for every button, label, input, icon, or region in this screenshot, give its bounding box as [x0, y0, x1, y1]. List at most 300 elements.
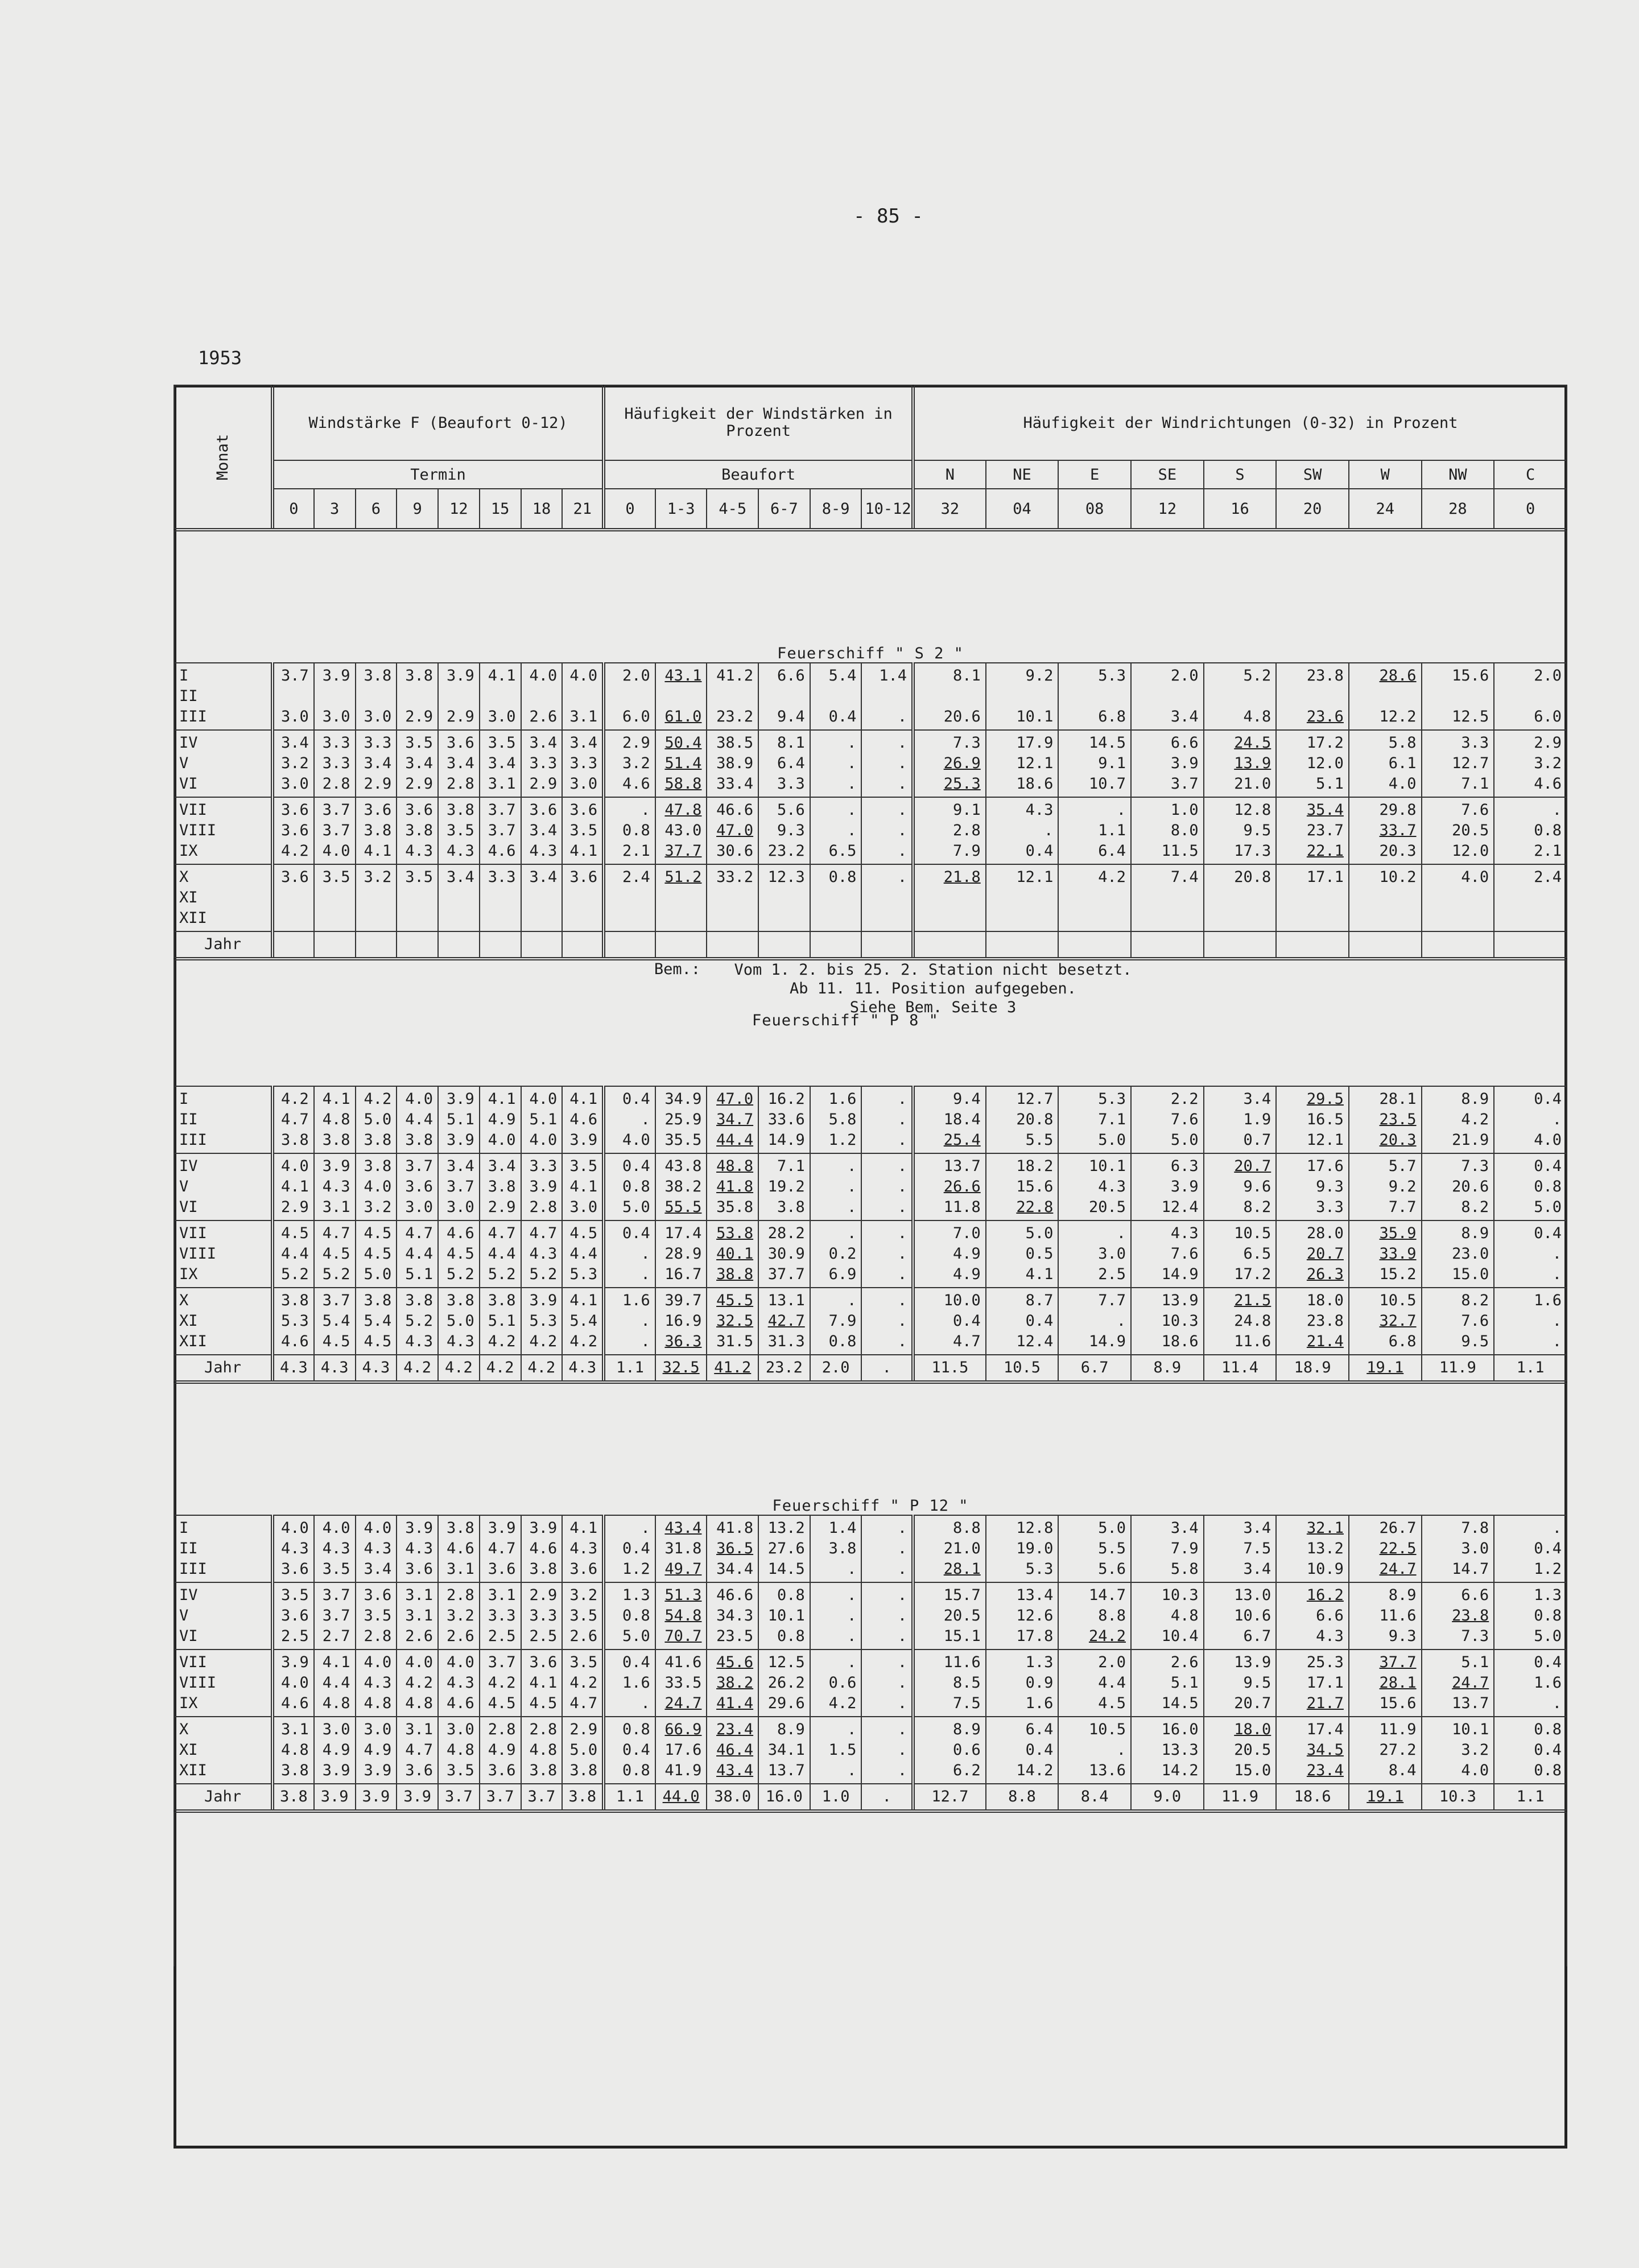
cell-value: 23.4 [716, 1721, 754, 1738]
cell-value: 4.3 [280, 1540, 309, 1557]
cell-value: 3.7 [1170, 775, 1199, 793]
cell-value: 4.4 [280, 1245, 309, 1263]
termin-col-18: 18 [521, 489, 563, 530]
cell-value: . [897, 1292, 907, 1309]
month-labels [174, 663, 273, 730]
cell-value: 4.4 [488, 1245, 516, 1263]
data-cell [707, 1086, 758, 1153]
cell-value: 3.5 [447, 1762, 474, 1779]
data-cell [758, 1515, 810, 1582]
data-cell [438, 1153, 480, 1220]
cell-value: . [897, 1245, 907, 1263]
cell-value: . [897, 868, 907, 886]
jahr-value [1494, 931, 1567, 959]
cell-value: 2.6 [447, 1627, 474, 1645]
cell-value: 70.7 [664, 1627, 702, 1645]
cell-value: 3.5 [322, 1560, 350, 1578]
cell-value: . [1116, 1312, 1126, 1330]
cell-value: 4.3 [529, 1245, 558, 1263]
data-cell [913, 1153, 986, 1220]
cell-value: . [897, 1312, 907, 1330]
cell-value: 4.1 [569, 842, 598, 860]
cell-value: 3.5 [488, 734, 516, 752]
cell-value: 35.9 [1379, 1224, 1417, 1242]
cell-value: 13.7 [943, 1157, 981, 1175]
note-line: Siehe Bem. Seite 3 [849, 999, 1017, 1016]
cell-value: 41.8 [716, 1519, 754, 1537]
station-header-cell [174, 530, 1567, 663]
data-cell [314, 1288, 356, 1355]
data-cell [562, 1650, 604, 1717]
cell-value: 54.8 [664, 1607, 702, 1624]
data-cell [758, 1220, 810, 1288]
cell-value [1209, 686, 1271, 707]
data-cell [521, 797, 563, 864]
cell-value: 3.2 [1534, 754, 1562, 772]
cell-value: 4.6 [529, 1540, 558, 1557]
cell-value: 3.6 [280, 1607, 309, 1624]
cell-value: 0.8 [622, 1607, 650, 1624]
data-cell [986, 1086, 1059, 1153]
cell-value: 2.1 [1534, 842, 1562, 860]
cell-value: 13.9 [1234, 1653, 1271, 1671]
data-cell [707, 730, 758, 797]
data-cell [707, 1220, 758, 1288]
cell-value: 12.5 [767, 1653, 805, 1671]
cell-value: 41.8 [716, 1178, 754, 1195]
jahr-value: 16.0 [758, 1784, 810, 1811]
cell-value: 17.9 [1016, 734, 1054, 752]
cell-value: 5.2 [405, 1312, 434, 1330]
month-labels [174, 864, 273, 931]
cell-value: 0.4 [1025, 1312, 1054, 1330]
dir-code-04: 04 [986, 489, 1059, 530]
data-cell [1276, 1650, 1349, 1717]
cell-value: 2.6 [529, 708, 558, 725]
month-group-row [174, 730, 1567, 797]
cell-value: 3.4 [529, 822, 558, 839]
data-cell [356, 1515, 397, 1582]
cell-value: 2.5 [280, 1627, 309, 1645]
data-cell [1276, 864, 1349, 931]
cell-value: 33.2 [716, 868, 754, 886]
cell-value: 0.4 [952, 1312, 981, 1330]
jahr-value [986, 931, 1059, 959]
cell-value: 4.1 [488, 1090, 516, 1108]
cell-value: 3.8 [405, 667, 434, 684]
data-cell [356, 1288, 397, 1355]
data-cell [1058, 864, 1131, 931]
cell-value: 5.4 [322, 1312, 350, 1330]
cell-value: 3.2 [447, 1607, 474, 1624]
jahr-value: 4.3 [314, 1355, 356, 1382]
data-cell [861, 730, 913, 797]
data-cell [986, 1650, 1059, 1717]
month-labels [174, 1650, 273, 1717]
data-cell [1131, 1288, 1204, 1355]
data-cell [758, 1086, 810, 1153]
data-cell [655, 1650, 707, 1717]
cell-value: 38.9 [716, 754, 754, 772]
cell-value: 13.4 [1016, 1586, 1054, 1604]
cell-value: 8.1 [777, 734, 805, 752]
data-cell [314, 797, 356, 864]
cell-value: 16.7 [664, 1265, 702, 1283]
data-cell [1204, 1515, 1277, 1582]
cell-value: 8.2 [1243, 1198, 1271, 1216]
data-cell [562, 1717, 604, 1784]
cell-value: 4.0 [1461, 1762, 1489, 1779]
cell-value: 3.3 [364, 734, 392, 752]
cell-value [361, 908, 392, 929]
cell-value: 5.0 [622, 1627, 650, 1645]
data-cell [1494, 1086, 1567, 1153]
cell-value: 5.0 [1098, 1131, 1126, 1149]
cell-value: 2.9 [488, 1198, 516, 1216]
data-cell [604, 797, 655, 864]
cell-value: 3.1 [280, 1721, 309, 1738]
data-cell [1276, 1515, 1349, 1582]
cell-value [660, 908, 702, 929]
month-group-row [174, 864, 1567, 931]
data-cell [1349, 1153, 1422, 1220]
jahr-value: 11.4 [1204, 1355, 1277, 1382]
jahr-value: 1.1 [604, 1784, 655, 1811]
jahr-label: Jahr [174, 1355, 273, 1382]
data-cell [1422, 730, 1494, 797]
cell-value: 2.8 [488, 1721, 516, 1738]
cell-value: 12.0 [1452, 842, 1489, 860]
data-cell [1422, 1288, 1494, 1355]
termin-col-12: 12 [438, 489, 480, 530]
cell-value: 3.0 [364, 1721, 392, 1738]
jahr-value [562, 931, 604, 959]
cell-value: 3.3 [529, 1157, 558, 1175]
data-cell [480, 730, 521, 797]
cell-value: 7.0 [952, 1224, 981, 1242]
cell-value: 27.6 [767, 1540, 805, 1557]
data-cell [810, 864, 862, 931]
cell-value: 2.9 [280, 1198, 309, 1216]
cell-value: 2.2 [1170, 1090, 1199, 1108]
cell-value: 37.7 [664, 842, 702, 860]
page-number: - 85 - [853, 205, 923, 228]
cell-value: 4.7 [405, 1741, 434, 1759]
data-cell [1204, 1220, 1277, 1288]
data-cell [438, 864, 480, 931]
data-cell [521, 1086, 563, 1153]
month-label: XII [179, 909, 207, 927]
cell-value: 3.3 [569, 754, 598, 772]
jahr-value: 3.9 [314, 1784, 356, 1811]
cell-value: . [897, 1674, 907, 1692]
cell-value: 3.8 [364, 1157, 392, 1175]
jahr-value: 3.8 [562, 1784, 604, 1811]
cell-value: 13.1 [767, 1292, 805, 1309]
data-cell [480, 864, 521, 931]
jahr-row [174, 1355, 1567, 1382]
data-cell [314, 1153, 356, 1220]
termin-col-3: 3 [314, 489, 356, 530]
cell-value: 41.2 [716, 667, 754, 684]
cell-value: 10.1 [767, 1607, 805, 1624]
cell-value: 4.0 [280, 1519, 309, 1537]
data-cell [707, 663, 758, 730]
cell-value: 10.2 [1379, 868, 1417, 886]
data-cell [356, 864, 397, 931]
cell-value: 3.4 [1243, 1090, 1271, 1108]
cell-value [526, 908, 558, 929]
cell-value: 35.8 [716, 1198, 754, 1216]
cell-value: . [847, 1607, 857, 1624]
dir-code-16: 16 [1204, 489, 1277, 530]
note-line: Ab 11. 11. Position aufgegeben. [790, 980, 1076, 997]
cell-value: 14.9 [1161, 1265, 1199, 1283]
jahr-value: 4.2 [521, 1355, 563, 1382]
cell-value: 2.0 [1098, 1653, 1126, 1671]
data-cell [1276, 663, 1349, 730]
cell-value: 3.5 [364, 1607, 392, 1624]
cell-value: 5.2 [447, 1265, 474, 1283]
data-cell [314, 730, 356, 797]
data-cell [810, 797, 862, 864]
cell-value: 3.4 [1243, 1560, 1271, 1578]
data-cell [1204, 1153, 1277, 1220]
cell-value: 4.2 [1098, 868, 1126, 886]
data-cell [397, 797, 438, 864]
cell-value: 23.7 [1306, 822, 1344, 839]
cell-value: 55.5 [664, 1198, 702, 1216]
cell-value: 8.9 [777, 1721, 805, 1738]
data-cell [986, 1582, 1059, 1650]
cell-value: 10.5 [1234, 1224, 1271, 1242]
cell-value: 3.7 [322, 822, 350, 839]
cell-value: . [847, 1157, 857, 1175]
cell-value: 19.0 [1016, 1540, 1054, 1557]
month-label: II [179, 1111, 198, 1128]
cell-value: 3.4 [1243, 1519, 1271, 1537]
data-cell [1204, 1650, 1277, 1717]
data-cell [1349, 663, 1422, 730]
cell-value: 4.3 [447, 1674, 474, 1692]
cell-value: 3.9 [364, 1762, 392, 1779]
cell-value: 43.8 [664, 1157, 702, 1175]
data-cell [758, 663, 810, 730]
cell-value: . [847, 1224, 857, 1242]
cell-value: 1.4 [879, 667, 907, 684]
data-cell [1131, 1650, 1204, 1717]
cell-value: 3.6 [529, 1653, 558, 1671]
cell-value: 48.8 [716, 1157, 754, 1175]
cell-value: 2.9 [405, 708, 434, 725]
cell-value: 3.0 [569, 1198, 598, 1216]
jahr-row [174, 931, 1567, 959]
jahr-value: 4.2 [438, 1355, 480, 1382]
cell-value: 0.4 [622, 1540, 650, 1557]
cell-value: . [847, 775, 857, 793]
month-label: II [179, 1540, 198, 1557]
cell-value: 41.4 [716, 1694, 754, 1712]
cell-value: 12.1 [1306, 1131, 1344, 1149]
cell-value [319, 686, 350, 707]
cell-value: 3.8 [405, 1131, 434, 1149]
cell-value: 33.7 [1379, 822, 1417, 839]
cell-value: 17.6 [1306, 1157, 1344, 1175]
cell-value: 15.7 [943, 1586, 981, 1604]
cell-value: 39.7 [664, 1292, 702, 1309]
data-cell [562, 1288, 604, 1355]
data-cell [273, 1288, 314, 1355]
data-cell [707, 864, 758, 931]
jahr-value [397, 931, 438, 959]
data-cell [810, 1582, 862, 1650]
data-cell [562, 1153, 604, 1220]
cell-value: . [897, 754, 907, 772]
data-cell [1276, 1288, 1349, 1355]
cell-value: 23.8 [1306, 1312, 1344, 1330]
cell-value: . [641, 1519, 650, 1537]
cell-value: 61.0 [664, 708, 702, 725]
station-header-row [174, 959, 1567, 1086]
data-cell [758, 1288, 810, 1355]
cell-value: 3.8 [529, 1560, 558, 1578]
data-cell [707, 1717, 758, 1784]
cell-value: 4.6 [280, 1333, 309, 1350]
cell-value: 5.3 [529, 1312, 558, 1330]
haeufigkeit-staerken-header: Häufigkeit der Windstärken in Prozent [604, 385, 913, 460]
data-cell [1204, 1717, 1277, 1784]
data-cell [604, 864, 655, 931]
cell-value: 5.4 [828, 667, 857, 684]
cell-value: 2.9 [569, 1721, 598, 1738]
cell-value: 1.6 [622, 1292, 650, 1309]
cell-value: 4.2 [569, 1333, 598, 1350]
cell-value: 15.6 [1016, 1178, 1054, 1195]
monat-header [174, 385, 273, 530]
cell-value: 4.6 [280, 1694, 309, 1712]
cell-value: . [1552, 1111, 1562, 1128]
cell-value: 21.8 [943, 868, 981, 886]
data-cell [438, 1086, 480, 1153]
cell-value: 23.4 [1306, 1762, 1344, 1779]
data-cell [1349, 1717, 1422, 1784]
jahr-value [655, 931, 707, 959]
note-text [734, 960, 1132, 1017]
cell-value: 4.8 [1243, 708, 1271, 725]
cell-value: 3.6 [405, 801, 434, 819]
cell-value: . [641, 1245, 650, 1263]
jahr-value: 4.3 [562, 1355, 604, 1382]
data-cell [1349, 1650, 1422, 1717]
cell-value: 3.0 [447, 1198, 474, 1216]
data-cell [1349, 1288, 1422, 1355]
jahr-value [604, 931, 655, 959]
cell-value: . [1552, 1245, 1562, 1263]
cell-value: 0.7 [1243, 1131, 1271, 1149]
cell-value: 3.8 [280, 1292, 309, 1309]
cell-value: 5.1 [488, 1312, 516, 1330]
cell-value: 3.2 [569, 1586, 598, 1604]
cell-value [1354, 888, 1417, 908]
cell-value: 3.4 [529, 868, 558, 886]
cell-value: 46.6 [716, 801, 754, 819]
cell-value: 3.0 [447, 1721, 474, 1738]
data-cell [861, 797, 913, 864]
data-cell [861, 1086, 913, 1153]
cell-value: 4.2 [280, 1090, 309, 1108]
data-cell [1131, 1582, 1204, 1650]
cell-value: 3.8 [364, 822, 392, 839]
cell-value [815, 888, 857, 908]
year-label: 1953 [198, 347, 242, 369]
data-cell [604, 1288, 655, 1355]
jahr-value: 1.0 [810, 1784, 862, 1811]
cell-value: 4.9 [952, 1245, 981, 1263]
cell-value [567, 888, 597, 908]
cell-value: 5.0 [447, 1312, 474, 1330]
cell-value: 21.5 [1234, 1292, 1271, 1309]
cell-value: 3.9 [322, 667, 350, 684]
cell-value: 0.8 [622, 1178, 650, 1195]
cell-value: 4.5 [529, 1694, 558, 1712]
cell-value: 4.0 [1534, 1131, 1562, 1149]
cell-value [1499, 888, 1562, 908]
month-labels [174, 1086, 273, 1153]
cell-value: 0.8 [1534, 1178, 1562, 1195]
jahr-row [174, 1784, 1567, 1811]
cell-value [815, 908, 857, 929]
month-label: IX [179, 842, 198, 860]
cell-value: 2.0 [1534, 667, 1562, 684]
cell-value: . [897, 1741, 907, 1759]
cell-value: 4.8 [1170, 1607, 1199, 1624]
cell-value: 1.2 [622, 1560, 650, 1578]
jahr-value: 1.1 [1494, 1355, 1567, 1382]
cell-value: 6.6 [1170, 734, 1199, 752]
dir-name-w: W [1349, 460, 1422, 489]
cell-value: 3.1 [405, 1586, 434, 1604]
cell-value: 3.1 [488, 775, 516, 793]
cell-value: 10.1 [1088, 1157, 1126, 1175]
jahr-value [1349, 931, 1422, 959]
jahr-value: . [861, 1784, 913, 1811]
cell-value: 9.5 [1243, 822, 1271, 839]
cell-value: 3.1 [447, 1560, 474, 1578]
cell-value: . [897, 822, 907, 839]
cell-value: 3.0 [364, 708, 392, 725]
cell-value [567, 908, 597, 929]
cell-value: 3.8 [364, 667, 392, 684]
cell-value: 14.9 [1088, 1333, 1126, 1350]
cell-value: 4.3 [529, 842, 558, 860]
cell-value: 16.9 [664, 1312, 702, 1330]
cell-value: 5.5 [1025, 1131, 1054, 1149]
data-cell [562, 730, 604, 797]
cell-value: 41.6 [664, 1653, 702, 1671]
cell-value: 2.9 [529, 1586, 558, 1604]
cell-value: 6.8 [1098, 708, 1126, 725]
cell-value: 3.6 [280, 868, 309, 886]
dir-code-0: 0 [1494, 489, 1567, 530]
cell-value [1063, 908, 1126, 929]
cell-value [660, 888, 702, 908]
jahr-value: 19.1 [1349, 1355, 1422, 1382]
cell-value: 5.1 [1461, 1653, 1489, 1671]
data-cell [521, 1582, 563, 1650]
cell-value: 5.0 [622, 1198, 650, 1216]
data-cell [356, 1717, 397, 1784]
cell-value: 28.1 [943, 1560, 981, 1578]
